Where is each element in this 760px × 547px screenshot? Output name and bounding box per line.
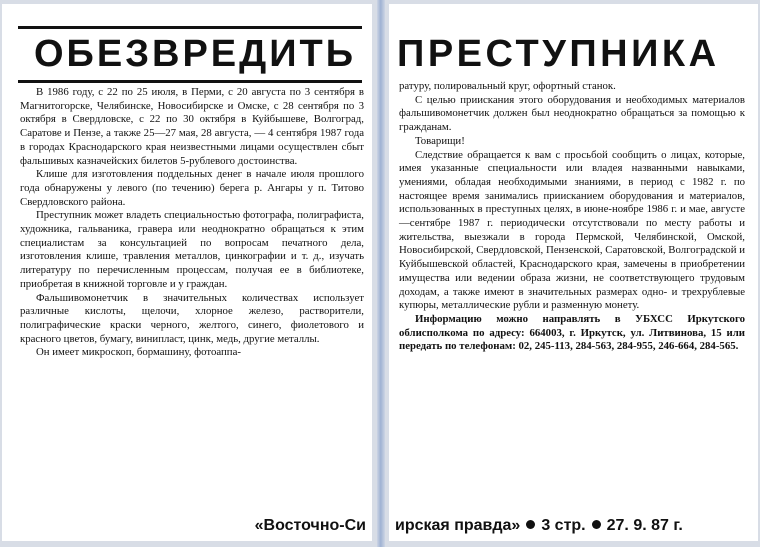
bullet-icon — [526, 520, 535, 529]
headline-right: ПРЕСТУПНИКА — [397, 33, 720, 75]
contact-paragraph: Информацию можно направлять в УБХСС Иркутского облисполкома по адресу: 664003, г. Иркутск, ул. Литвинова, 15 или передать по телефонам: 02, 245-113, 284-563, 284-955, 246-664, 284-565. — [399, 312, 745, 353]
appeal-heading: Товарищи! — [415, 134, 465, 147]
article-paragraph: Следствие обращается к вам с просьбой сообщить о лицах, которые, имея указанные специальности или владея названными навыками, умениями, обладая необходимыми знаниями, в период с 1982 г. по настоящее время занимались приисканием оборудования и материалов, использованных в преступных целях, в июне-ноябре 1986 г. и мае, августе—сентябре 1987 г. периодически отсутствовали по месту работы и жительства, выезжали в города Пермской, Челябинской, Омской, Новосибирской, Свердловской, Пензенской, Саратовской, Волгоградской и Куйбышевской областей, Краснодарского края, замечены в приобретении имущества или ведении образа жизни, не соответствующего трудовым доходам, а также имеют в значительных размерах одно- и трехрублевые купюры, металлические рубли и разменную монету. — [399, 148, 745, 312]
article-paragraph: Он имеет микроскоп, бормашину, фотоаппа- — [36, 346, 241, 359]
article-paragraph: Клише для изготовления поддельных денег в начале июля прошлого года обнаружены у левого (по течению) берега р. Ангары у п. Титово Свердловского района. — [20, 168, 364, 208]
newspaper-name: ирская правда» — [395, 517, 521, 534]
bullet-icon — [592, 520, 601, 529]
page-divider — [377, 0, 385, 547]
article-paragraph: Преступник может владеть специальностью фотографа, полиграфиста, художника, гальваника, гравера или неоднократно обращаться к этим специалистам за консультацией по вопросам печатного дела, изготовления клише, травления металлов, цинкографии и т. д., изучать литературу по перечисленным процессам, получая ее в библиотеке, приобретая в книжной торговле и у граждан. — [20, 209, 364, 290]
article-column-right — [399, 80, 745, 354]
article-paragraph: ратуру, полировальный круг, офортный станок. — [399, 80, 616, 92]
article-paragraph: В 1986 году, с 22 по 25 июля, в Перми, с 20 августа по 3 сентября в Магнитогорске, Челябинске, Новосибирске и Омске, с 28 сентября по 3 октября в Свердловске, с 22 по 30 октября в Куйбышеве, Волгоград, Саратове и Пензе, а также 25—27 мая, 28 августа, — 4 сентября 1987 года в городах Краснодарского края неизвестными лицами осуществлен сбыт фальшивых казначейских билетов 5-рублевого достоинства. — [20, 86, 364, 167]
left-clipping — [2, 4, 372, 541]
article-paragraph: Фальшивомонетчик в значительных количествах использует различные кислоты, щелочи, хлорное железо, растворители, полиграфические краски черного, желтого, синего, фиолетового и красного цветов, бумагу, винипласт, цинк, медь, другие металлы. — [20, 291, 364, 345]
newspaper-credit-right — [395, 517, 683, 535]
page-number: 3 стр. — [541, 517, 586, 534]
headline-rule — [18, 80, 362, 83]
publication-date: 27. 9. 87 г. — [606, 517, 683, 534]
article-paragraph: С целью приискания этого оборудования и необходимых материалов фальшивомонетчик должен был неоднократно обращаться за помощью к гражданам. — [399, 93, 745, 134]
headline-left: ОБЕЗВРЕДИТЬ — [34, 33, 357, 75]
newspaper-credit-left: «Восточно-Си — [254, 517, 366, 534]
right-clipping — [389, 4, 758, 541]
top-rule — [18, 26, 362, 29]
article-column-left — [20, 86, 364, 360]
